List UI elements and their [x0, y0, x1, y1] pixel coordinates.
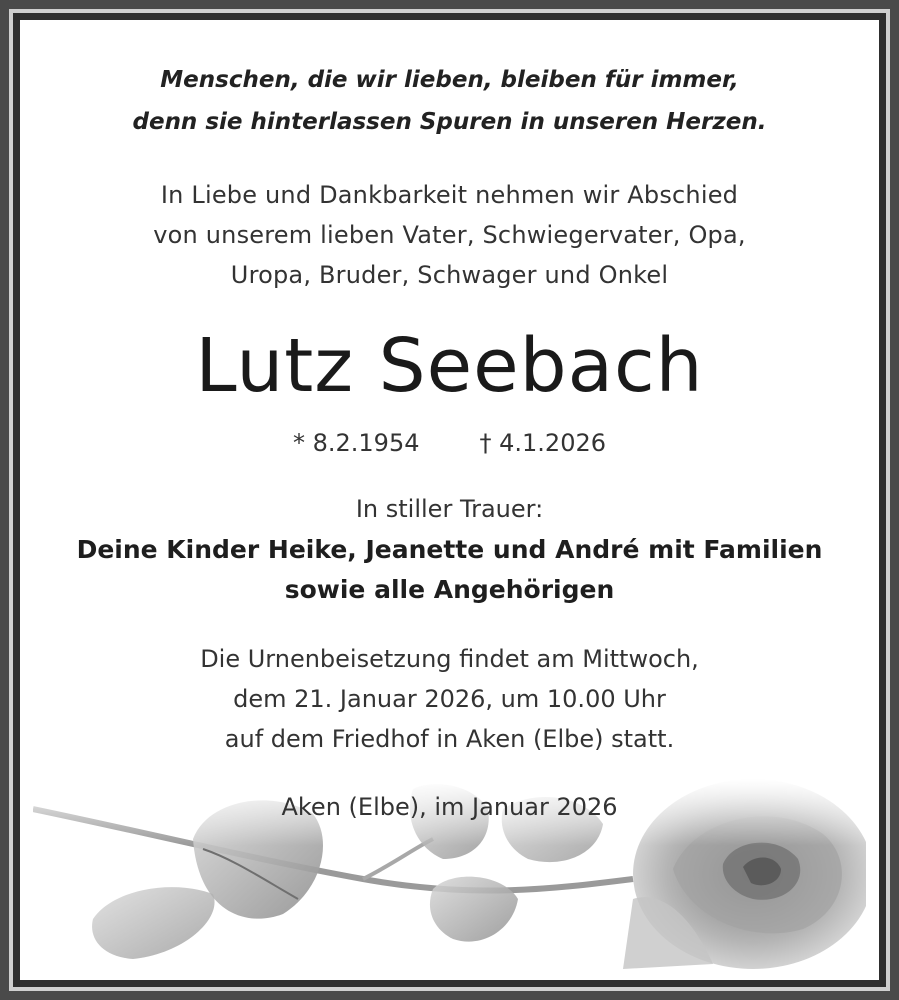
- deceased-name: Lutz Seebach: [195, 323, 704, 409]
- birth-date: * 8.2.1954: [292, 429, 420, 457]
- intro-line-2: von unserem lieben Vater, Schwiegervater, Opa,: [153, 221, 746, 249]
- funeral-line-2: dem 21. Januar 2026, um 10.00 Uhr: [233, 685, 666, 713]
- funeral-line-1: Die Urnenbeisetzung findet am Mittwoch,: [200, 645, 699, 673]
- mourners-heading: In stiller Trauer:: [355, 495, 544, 523]
- obituary-content: [33, 31, 866, 969]
- motto-line-1: Menschen, die wir lieben, bleiben für immer,: [160, 67, 739, 93]
- funeral-line-3: auf dem Friedhof in Aken (Elbe) statt.: [224, 725, 675, 753]
- motto-line-2: denn sie hinterlassen Spuren in unseren Herzen.: [132, 109, 767, 135]
- life-dates: [33, 429, 866, 457]
- place-and-date: Aken (Elbe), im Januar 2026: [281, 793, 618, 821]
- mourners-line-2: sowie alle Angehörigen: [284, 575, 615, 604]
- intro-line-3: Uropa, Bruder, Schwager und Onkel: [230, 261, 669, 289]
- mourners-line-1: Deine Kinder Heike, Jeanette und André mit Familien: [76, 535, 823, 564]
- intro-line-1: In Liebe und Dankbarkeit nehmen wir Abschied: [160, 181, 739, 209]
- death-date: † 4.1.2026: [479, 429, 607, 457]
